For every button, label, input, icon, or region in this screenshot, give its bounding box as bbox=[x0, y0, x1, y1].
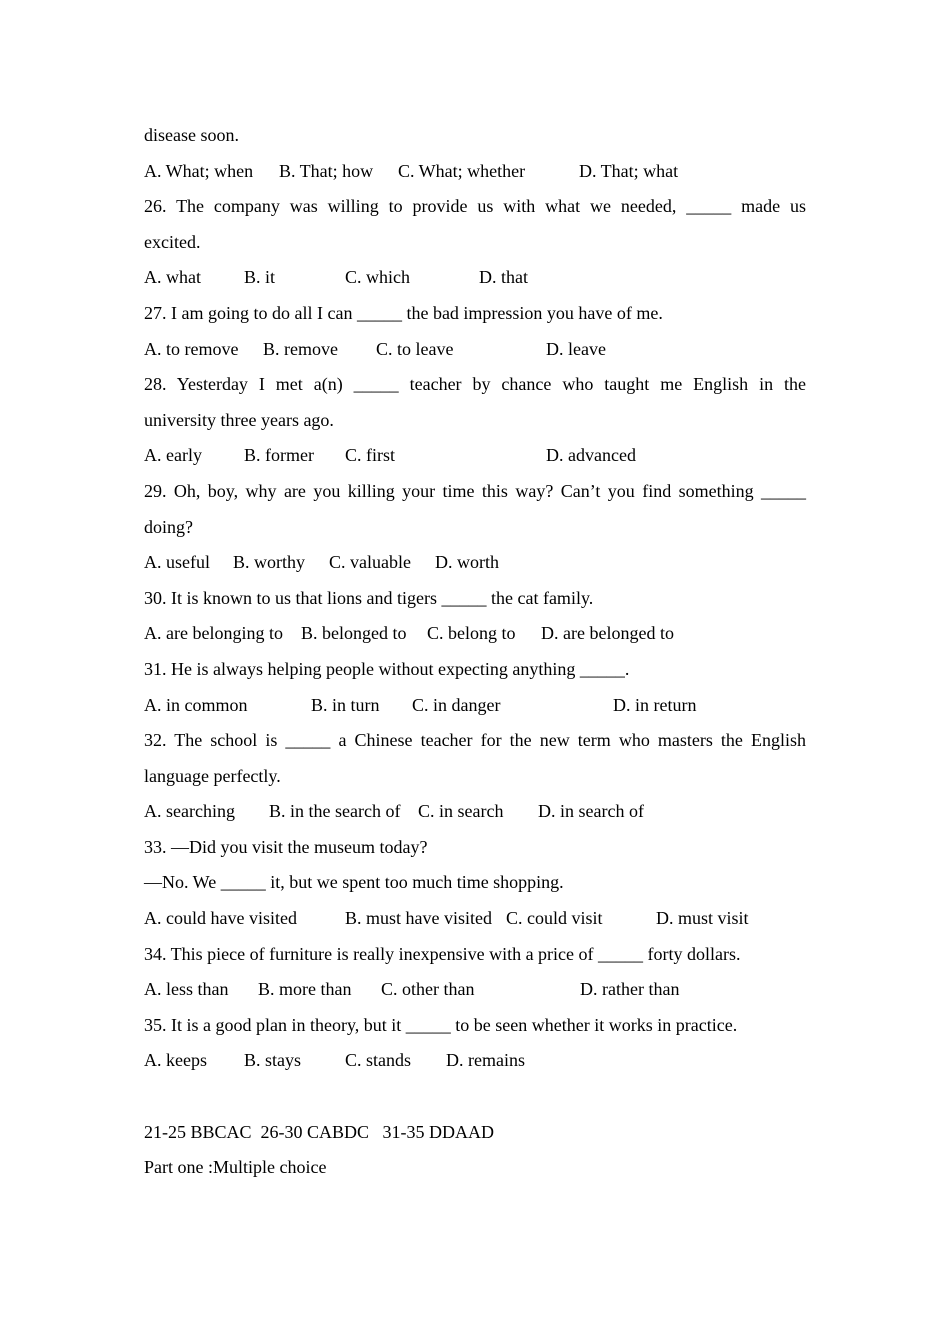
question-text: excited. bbox=[144, 231, 201, 252]
option-d: D. that bbox=[479, 267, 528, 288]
document-page bbox=[144, 118, 806, 1186]
option-a: A. early bbox=[144, 445, 202, 466]
option-d: D. in return bbox=[613, 694, 697, 715]
option-b: B. must have visited bbox=[345, 908, 492, 929]
option-c: C. which bbox=[345, 267, 410, 288]
question-text: 32. The school is _____ a Chinese teacher for the new term who masters the English bbox=[144, 730, 806, 751]
option-c: C. belong to bbox=[427, 623, 516, 644]
option-d: D. rather than bbox=[580, 979, 680, 1000]
option-d: D. must visit bbox=[656, 908, 749, 929]
option-c: C. in search bbox=[418, 801, 504, 822]
option-a: A. useful bbox=[144, 552, 210, 573]
option-d: D. worth bbox=[435, 552, 499, 573]
option-a: A. less than bbox=[144, 979, 229, 1000]
option-b: B. That; how bbox=[279, 160, 374, 181]
question-text: 30. It is known to us that lions and tigers _____ the cat family. bbox=[144, 587, 594, 608]
options-row bbox=[144, 972, 806, 1008]
option-d: D. remains bbox=[446, 1050, 525, 1071]
options-row bbox=[144, 794, 806, 830]
options-row bbox=[144, 901, 806, 937]
question-text: doing? bbox=[144, 516, 193, 537]
option-b: B. in turn bbox=[311, 694, 380, 715]
option-a: A. what bbox=[144, 267, 201, 288]
option-b: B. in the search of bbox=[269, 801, 401, 822]
section-label: Part one :Multiple choice bbox=[144, 1157, 327, 1178]
option-a: A. keeps bbox=[144, 1050, 207, 1071]
option-c: C. in danger bbox=[412, 694, 501, 715]
options-row bbox=[144, 438, 806, 474]
option-a: A. searching bbox=[144, 801, 235, 822]
option-c: C. to leave bbox=[376, 338, 454, 359]
question-text: 27. I am going to do all I can _____ the bad impression you have of me. bbox=[144, 302, 663, 323]
option-a: A. could have visited bbox=[144, 908, 297, 929]
option-a: A. are belonging to bbox=[144, 623, 283, 644]
answer-key: 21-25 BBCAC 26-30 CABDC 31-35 DDAAD bbox=[144, 1121, 495, 1142]
question-text: 28. Yesterday I met a(n) _____ teacher by chance who taught me English in the bbox=[144, 374, 806, 395]
option-a: A. in common bbox=[144, 694, 248, 715]
option-d: D. That; what bbox=[579, 160, 679, 181]
options-row bbox=[144, 154, 806, 190]
option-d: D. leave bbox=[546, 338, 606, 359]
option-b: B. stays bbox=[244, 1050, 302, 1071]
option-d: D. advanced bbox=[546, 445, 636, 466]
question-text: 34. This piece of furniture is really inexpensive with a price of _____ forty dollars. bbox=[144, 943, 741, 964]
option-a: A. What; when bbox=[144, 160, 254, 181]
option-b: B. it bbox=[244, 267, 276, 288]
options-row bbox=[144, 688, 806, 724]
option-b: B. remove bbox=[263, 338, 338, 359]
question-text: university three years ago. bbox=[144, 409, 334, 430]
option-b: B. belonged to bbox=[301, 623, 407, 644]
question-text: 35. It is a good plan in theory, but it _____ to be seen whether it works in practice. bbox=[144, 1014, 738, 1035]
question-text: 33. —Did you visit the museum today? bbox=[144, 836, 428, 857]
option-c: C. valuable bbox=[329, 552, 411, 573]
option-b: B. former bbox=[244, 445, 314, 466]
option-d: D. in search of bbox=[538, 801, 644, 822]
question-text: disease soon. bbox=[144, 125, 239, 145]
option-a: A. to remove bbox=[144, 338, 239, 359]
options-row bbox=[144, 545, 806, 581]
option-b: B. worthy bbox=[233, 552, 305, 573]
question-text: 26. The company was willing to provide us with what we needed, _____ made us bbox=[144, 196, 806, 217]
question-text: —No. We _____ it, but we spent too much time shopping. bbox=[144, 872, 564, 893]
question-text: 29. Oh, boy, why are you killing your time this way? Can’t you find something _____ bbox=[144, 480, 806, 501]
option-b: B. more than bbox=[258, 979, 352, 1000]
option-c: C. could visit bbox=[506, 908, 603, 929]
option-d: D. are belonged to bbox=[541, 623, 674, 644]
question-text: language perfectly. bbox=[144, 765, 281, 786]
option-c: C. other than bbox=[381, 979, 475, 1000]
blank-line bbox=[144, 1079, 806, 1115]
option-c: C. What; whether bbox=[398, 160, 526, 181]
question-text: 31. He is always helping people without expecting anything _____. bbox=[144, 658, 630, 679]
options-row bbox=[144, 332, 806, 368]
option-c: C. first bbox=[345, 445, 396, 466]
option-c: C. stands bbox=[345, 1050, 412, 1071]
options-row bbox=[144, 260, 806, 296]
options-row bbox=[144, 616, 806, 652]
options-row bbox=[144, 1043, 806, 1079]
